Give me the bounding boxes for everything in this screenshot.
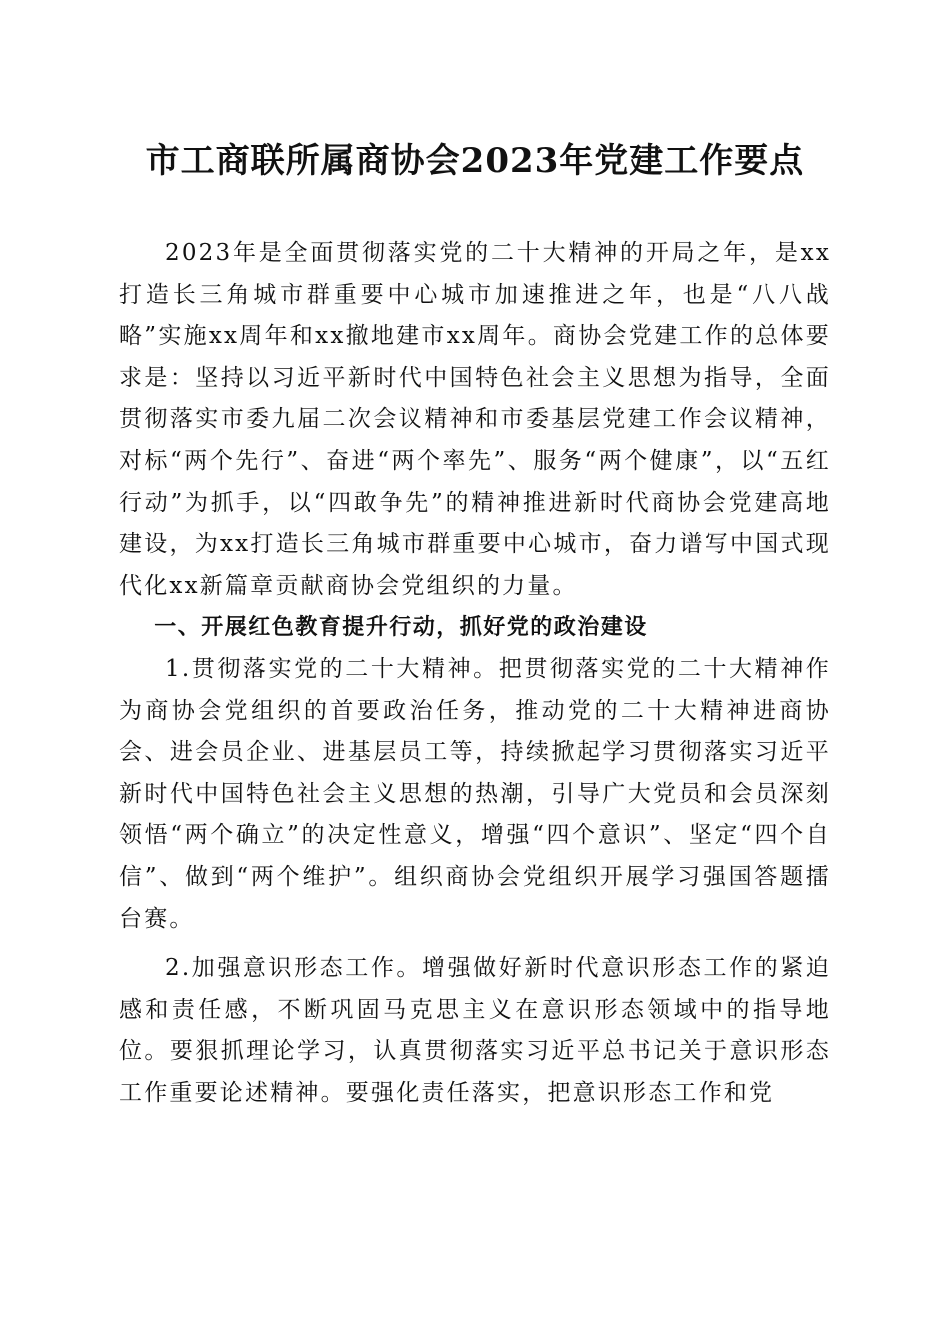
section-heading: 一、开展红色教育提升行动，抓好党的政治建设 [154,615,648,641]
intro-paragraph: 2023年是全面贯彻落实党的二十大精神的开局之年，是xx打造长三角城市群重要中心城市加速推进之年，也是“八八战略”实施xx周年和xx撤地建市xx周年。商协会党建工作的总体要求是：坚持以习近平新时代中国特色社会主义思想为指导，全面贯彻落实市委九届二次会议精神和市委基层党建工作会议精神，对标“两个先行”、奋进“两个率先”、服务“两个健康”，以“五红行动”为抓手，以“四敢争先”的精神推进新时代商协会党建高地建设，为xx打造长三角城市群重要中心城市，奋力谱写中国式现代化xx新篇章贡献商协会党组织的力量。 [119,240,831,599]
document-title: 市工商联所属商协会2023年党建工作要点 [145,141,805,181]
list-item: 1.贯彻落实党的二十大精神。把贯彻落实党的二十大精神作为商协会党组织的首要政治任务，推动党的二十大精神进商协会、进会员企业、进基层员工等，持续掀起学习贯彻落实习近平新时代中国特色社会主义思想的热潮，引导广大党员和会员深刻领悟“两个确立”的决定性意义，增强“四个意识”、坚定“四个自信”、做到“两个维护”。组织商协会党组织开展学习强国答题擂台赛。 [119,655,831,932]
paragraph-spacer [119,940,831,948]
document-body [119,233,831,1114]
list-item: 2.加强意识形态工作。增强做好新时代意识形态工作的紧迫感和责任感，不断巩固马克思主义在意识形态领域中的指导地位。要狠抓理论学习，认真贯彻落实习近平总书记关于意识形态工作重要论述精神。要强化责任落实，把意识形态工作和党 [119,955,831,1106]
